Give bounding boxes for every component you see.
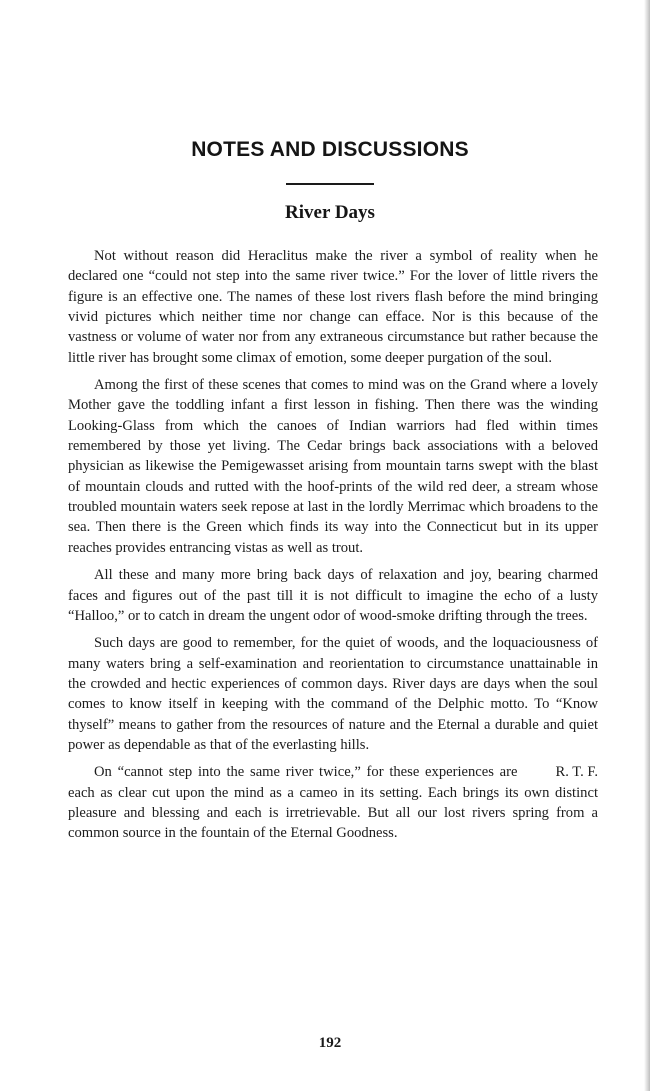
paragraph-2: Among the first of these scenes that comes to mind was on the Grand where a lovely Mother gave the toddling infant a first lesson in fishing. Then there was the winding Looking-Glass from which the canoes of Indian warriors had fled within times remembered by those yet living. The Cedar brings back associations with a beloved physician as likewise the Pemigewasset arising from mountain tarns swept with the blast of mountain clouds and rutted with the hoof-prints of the wild red deer, a stream whose troubled mountain waters seek repose at last in the lordly Merrimac which broadens to the sea. Then there is the Green which finds its way into the Connecticut but in its upper reaches provides entrancing vistas as well as trout. <box>68 377 598 556</box>
divider-rule <box>286 183 374 185</box>
article-body <box>68 246 598 851</box>
paragraph-5-text: On “cannot step into the same river twice,” for these experiences are each as clear cut upon the mind as a cameo in its setting. Each brings its own distinct pleasure and blessing and each is irretrievable. But all our lost rivers spring from a common source in the fountain of the Eternal Goodness. <box>68 764 598 842</box>
paragraph-1: Not without reason did Heraclitus make the river a symbol of reality when he declared one “could not step into the same river twice.” For the lover of little rivers the figure is an effective one. The names of these lost rivers flash before the mind bringing vivid pictures which neither time nor change can efface. Nor is this because of the vastness or volume of water nor from any extraneous circumstance but rather because the little river has brought some climax of emotion, some deeper purgation of the soul. <box>68 248 598 366</box>
paragraph-5 <box>68 762 598 843</box>
paragraph-4: Such days are good to remember, for the quiet of woods, and the loquaciousness of many waters bring a self-examination and reorientation to circumstance unattainable in the crowded and hectic experiences of common days. River days are days when the soul comes to know itself in keeping with the command of the Delphic motto. To “Know thyself” means to gather from the resources of nature and the Eternal a durable and quiet power as dependable as that of the everlasting hills. <box>68 635 598 753</box>
author-signature: R. T. F. <box>555 764 598 781</box>
page-number: 192 <box>318 1035 342 1051</box>
article-title: River Days <box>285 202 375 223</box>
section-heading: NOTES AND DISCUSSIONS <box>191 138 469 161</box>
paragraph-3: All these and many more bring back days of relaxation and joy, bearing charmed faces and figures out of the past till it is not difficult to imagine the echo of a lusty “Halloo,” or to catch in dream the ungent odor of wood-smoke drifting through the trees. <box>68 567 598 624</box>
page-edge-shadow <box>644 0 650 1091</box>
